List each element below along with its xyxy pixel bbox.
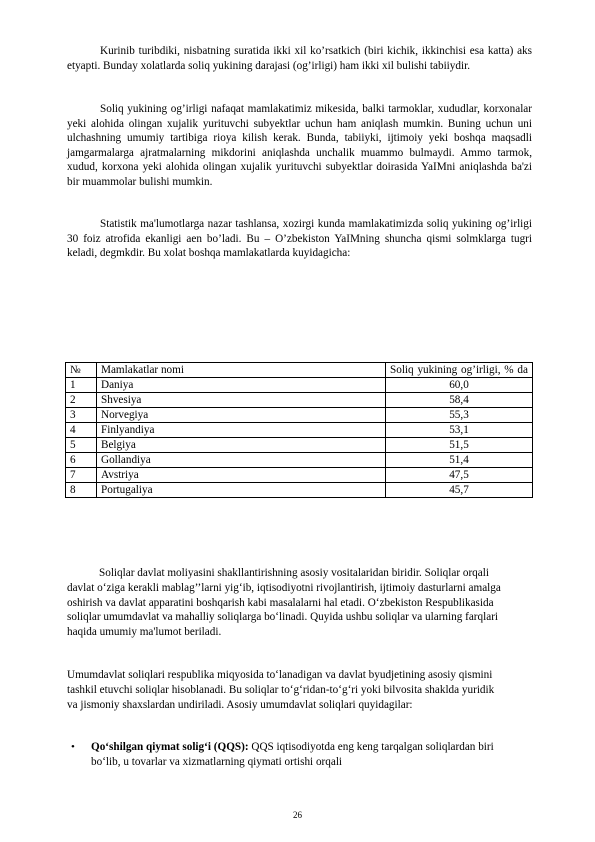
tax-burden-value: 51,4 [386,453,533,468]
table-row [66,453,533,468]
table-row [66,468,533,483]
row-number: 3 [66,408,97,423]
header-country-name: Mamlakatlar nomi [97,363,386,378]
country-name: Daniya [97,378,386,393]
tax-burden-value: 47,5 [386,468,533,483]
country-name: Belgiya [97,438,386,453]
paragraph-taxes-role: Soliqlar davlat moliyasini shakllantirishning asosiy vositalaridan biridir. Soliqlar orqali davlat o‘ziga kerakli mablag’’larni yig‘ib, iqtisodiyotni rivojlantirish, ijtimoiy dasturlarni amalga oshirish va davlat apparatini boshqarish kabi masalalarni hal etadi. O‘zbekiston Respublikasida soliqlar umumdavlat va mahalliy soliqlarga bo‘linadi. Quyida ushbu soliqlar va ularning farqlari haqida umumiy ma'lumot beriladi. [67,567,501,639]
list-item [67,740,517,770]
tax-burden-value: 55,3 [386,408,533,423]
table-body [66,378,533,498]
table-row [66,393,533,408]
table-row [66,438,533,453]
page-number: 26 [293,810,302,820]
paragraph-national-taxes: Umumdavlat soliqlari respublika miqyosida to‘lanadigan va davlat byudjetining asosiy qismini tashkil etuvchi soliqlar hisoblanadi. Bu soliqlar to‘g‘ridan-to‘g‘ri yoki bilvosita shaklda yuridik va jismoniy shaxslardan undiriladi. Asosiy umumdavlat soliqlari quyidagilar: [67,669,495,711]
row-number: 4 [66,423,97,438]
country-name: Shvesiya [97,393,386,408]
tax-term: Qo‘shilgan qiymat solig‘i (QQS): [91,741,249,753]
paragraph-ratio-note: Kurinib turibdiki, nisbatning suratida ikki xil ko’rsatkich (biri kichik, ikkinchisi esa katta) aks etyapti. Bunday xolatlarda soliq yukining darajasi (og’irligi) ham ikki xil bulishi tabiiydir. [67,45,532,72]
paragraph-tax-burden-scope: Soliq yukining og’irligi nafaqat mamlakatimiz mikesida, balki tarmoklar, xududlar, korxonalar yeki alohida olingan xujalik yurituvchi subyektlar uchun ham aniqlash mumkin. Buning uchun uni ulchashning umumiy tartibiga rioya kilish kerak. Bunda, tabiiyki, ijtimoiy yeki boshqa maqsadli jamgarmalarga ajratmalarning mikdorini aniqlashda unchalik muammo bulmaydi. Ammo tarmok, xudud, korxona yeki alohida olingan xujalik yurituvchi subyektlar doirasida YaIMni aniqlashda ba'zi bir muammolar bulishi mumkin. [67,103,532,188]
table-row [66,423,533,438]
row-number: 2 [66,393,97,408]
row-number: 6 [66,453,97,468]
row-number: 8 [66,483,97,498]
tax-burden-value: 45,7 [386,483,533,498]
country-name: Portugaliya [97,483,386,498]
tax-burden-table [65,362,533,498]
tax-burden-value: 51,5 [386,438,533,453]
tax-description: QQS iqtisodiyotda eng keng tarqalgan soliqlardan biri bo‘lib, u tovarlar va xizmatlarning qiymati ortishi orqali [91,741,494,768]
tax-burden-value: 58,4 [386,393,533,408]
row-number: 5 [66,438,97,453]
row-number: 7 [66,468,97,483]
country-name: Avstriya [97,468,386,483]
country-name: Finlyandiya [97,423,386,438]
bullet-icon: • [71,741,75,753]
tax-burden-value: 60,0 [386,378,533,393]
table-row [66,483,533,498]
country-name: Norvegiya [97,408,386,423]
table-row [66,408,533,423]
row-number: 1 [66,378,97,393]
header-tax-burden: Soliq yukining og’irligi, % da [386,363,533,378]
paragraph-statistics-intro: Statistik ma'lumotlarga nazar tashlansa, xozirgi kunda mamlakatimizda soliq yukining og’irligi 30 foiz atrofida ekanligi aen bo’ladi. Bu – O’zbekiston YaIMning shuncha qismi solmklarga tugri keladi, degmkdir. Bu xolat boshqa mamlakatlarda kuyidagicha: [67,218,532,260]
country-name: Gollandiya [97,453,386,468]
table-header-row [66,363,533,378]
national-taxes-list [67,740,517,770]
tax-burden-value: 53,1 [386,423,533,438]
header-number: № [66,363,97,378]
table-row [66,378,533,393]
